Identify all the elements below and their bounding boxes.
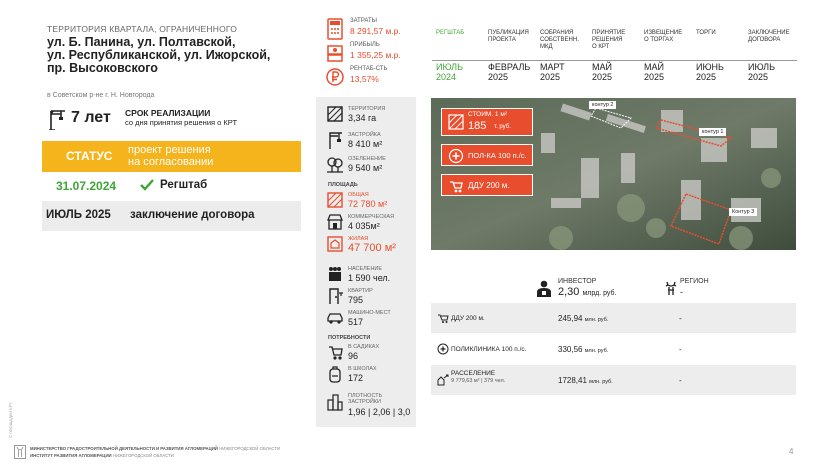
footer-ministry — [30, 446, 280, 451]
timeline-step-label-line: РЕШЕНИЯ — [592, 37, 623, 43]
timeline-step-label-line: ИЗВЕЩЕНИЕ — [644, 30, 683, 36]
timeline — [432, 28, 797, 88]
ruble-coin-icon — [326, 66, 344, 88]
timeline-step-label-line: О ТОРГАХ — [644, 37, 674, 43]
timeline-step-date — [488, 62, 530, 82]
investment-amount-unit: млн. руб. — [584, 317, 609, 323]
metric-label: КОММЕРЧЕСКАЯ — [348, 214, 395, 220]
timeline-step-label: ТОРГИ — [696, 30, 716, 36]
step-row-regshtab — [42, 173, 301, 199]
term-label — [125, 108, 237, 128]
timeline-step-meetings — [536, 28, 588, 88]
timeline-step-regshtab — [432, 28, 484, 88]
timeline-step-label-line: ПРИНЯТИЕ — [592, 30, 626, 36]
investor-label: ИНВЕСТОР — [558, 278, 597, 285]
status-bar — [42, 141, 301, 172]
timeline-step-date — [696, 62, 724, 82]
location-title-line: ул. Б. Панина, ул. Полтавской, — [47, 35, 236, 49]
footer-institute — [30, 453, 174, 458]
investment-name — [451, 370, 505, 384]
investment-region: - — [679, 376, 682, 385]
contour-2-tag[interactable]: контур 2 — [589, 101, 616, 109]
metric-label: ЗАСТРОЙКА — [348, 132, 381, 138]
map-callout-clinic[interactable] — [441, 144, 533, 166]
investment-amount — [558, 376, 613, 385]
finance-profitability — [322, 66, 422, 92]
investment-amount-unit: млн. руб. — [589, 379, 613, 385]
timeline-step-date — [436, 62, 463, 82]
status-label: СТАТУС — [66, 149, 113, 163]
stroller-icon — [437, 312, 449, 324]
timeline-step-label — [592, 30, 642, 51]
investment-name: ДДУ 200 м. — [451, 315, 485, 322]
metric-value: 1,96 | 2,06 | 3,0 — [348, 407, 411, 417]
term-label-text: СРОК РЕАЛИЗАЦИИ — [125, 108, 211, 118]
timeline-step-publication — [484, 28, 536, 88]
metric-value: 3,34 га — [348, 113, 377, 123]
residential-icon — [326, 235, 344, 253]
finance-label: ПРИБЫЛЬ — [350, 42, 380, 48]
timeline-step-notice — [640, 28, 692, 88]
metric-label — [348, 393, 382, 405]
timeline-step-decision — [588, 28, 640, 88]
map-callout-price[interactable] — [441, 108, 533, 136]
timeline-year: 2025 — [748, 72, 769, 82]
metric-value: 9 540 м² — [348, 163, 383, 173]
term-value: 7 лет — [71, 109, 111, 126]
metric-label: ЖИЛАЯ — [348, 236, 369, 242]
timeline-step-label: РЕГШТАБ — [436, 30, 465, 36]
trees-icon — [326, 155, 344, 173]
investment-name-sub: 9 779,63 м² | 379 чел. — [451, 378, 506, 384]
step-row-contract — [42, 201, 301, 231]
people-icon — [326, 265, 344, 283]
area-total-icon — [326, 191, 344, 209]
finance-label: РЕНТАБ-СТЬ — [350, 66, 388, 72]
metric-value: 517 — [348, 317, 364, 327]
timeline-year: 2025 — [592, 72, 613, 82]
investor-value — [558, 286, 616, 298]
stroller-icon — [326, 343, 344, 361]
timeline-month: ИЮЛЬ — [436, 62, 463, 72]
timeline-step-label-line: СОБРАНИЯ — [540, 30, 574, 36]
metric-label-line: ПЛОТНОСТЬ — [348, 393, 383, 399]
clinic-icon — [448, 148, 464, 164]
metrics-panel — [316, 97, 416, 427]
investment-amount-value: 245,94 — [558, 314, 583, 323]
stroller-icon — [448, 178, 464, 194]
metric-value: 72 780 м² — [348, 199, 388, 209]
step-text: Регштаб — [160, 179, 208, 191]
metric-value: 8 410 м² — [348, 139, 383, 149]
investment-amount — [558, 345, 608, 354]
contour-1-tag[interactable]: контур 1 — [699, 128, 726, 136]
investor-amount: 2,30 — [558, 286, 580, 298]
crane-icon — [47, 108, 67, 130]
timeline-month: ИЮНЬ — [696, 62, 724, 72]
timeline-step-label-line: ДОГОВОРА — [748, 37, 781, 43]
status-value-line: проект решения — [128, 144, 211, 156]
metric-label: ОБЩАЯ — [348, 192, 369, 198]
finance-costs — [322, 18, 422, 44]
timeline-step-label — [644, 30, 694, 44]
contour-3-tag[interactable]: Контур 3 — [729, 208, 757, 216]
finance-label: ЗАТРАТЫ — [350, 18, 377, 24]
timeline-step-auction — [692, 28, 744, 88]
timeline-step-label-line: ПУБЛИКАЦИЯ — [488, 30, 529, 36]
status-value-line: на согласовании — [128, 156, 214, 168]
area-heading: ПЛОЩАДЬ — [328, 182, 358, 188]
investment-amount — [558, 314, 608, 323]
timeline-step-label-line: ЗАКЛЮЧЕНИЕ — [748, 30, 790, 36]
callout-price-label: СТОИМ. 1 м² — [468, 111, 507, 118]
checkmark-icon — [140, 178, 154, 192]
investment-amount-unit: млн. руб. — [584, 348, 609, 354]
investment-name: ПОЛИКЛИНИКА 100 п./с. — [451, 346, 527, 353]
timeline-step-date — [748, 62, 775, 82]
timeline-step-date — [644, 62, 664, 82]
investor-icon — [536, 280, 552, 298]
metric-value: 1 590 чел. — [348, 273, 391, 283]
timeline-step-label — [748, 30, 798, 44]
timeline-step-label-line: СОБСТВЕНН. — [540, 37, 579, 43]
map-callout-kindergarten[interactable] — [441, 174, 533, 196]
table-row — [431, 334, 796, 364]
area-price-icon — [448, 114, 464, 130]
term-row — [47, 106, 307, 134]
investor-unit: млрд. руб. — [582, 290, 617, 297]
finance-value: 1 355,25 м.р. — [350, 50, 401, 60]
location-title-line: пр. Высоковского — [47, 61, 158, 75]
territory-icon — [326, 105, 344, 123]
page-number: 4 — [789, 447, 794, 456]
door-key-icon — [326, 287, 344, 305]
finance-value: 13,57% — [350, 74, 379, 84]
timeline-step-label — [488, 30, 538, 44]
footer-institute-rest: НИЖЕГОРОДСКОЙ ОБЛАСТИ — [112, 453, 174, 458]
footer-ministry-bold: МИНИСТЕРСТВО ГРАДОСТРОИТЕЛЬНОЙ ДЕЯТЕЛЬНОСТИ И РАЗВИТИЯ АГЛОМЕРАЦИЙ — [30, 446, 218, 451]
metric-value: 795 — [348, 295, 364, 305]
metric-label: ОЗЕЛЕНЕНИЕ — [348, 156, 386, 162]
timeline-year: 2025 — [488, 72, 509, 82]
location-title — [47, 36, 297, 75]
timeline-month: МАРТ — [540, 62, 565, 72]
term-sublabel: со дня принятия решения о КРТ — [125, 118, 238, 127]
metric-value: 96 — [348, 351, 359, 361]
metric-label: ТЕРРИТОРИЯ — [348, 106, 386, 112]
metric-value: 4 035м² — [348, 221, 380, 231]
timeline-step-label — [540, 30, 590, 51]
location-district: в Советском р-не г. Н. Новгорода — [47, 92, 155, 99]
investment-amount-value: 330,56 — [558, 345, 583, 354]
finance-value: 8 291,57 м.р. — [350, 26, 401, 36]
side-note-text: © ПЛОЩАДКИ КРТ — [8, 402, 13, 438]
investment-region: - — [679, 314, 682, 323]
timeline-step-label-line: МКД — [540, 44, 553, 50]
metric-label: МАШИНО-МЕСТ — [348, 310, 391, 316]
timeline-month: ИЮЛЬ — [748, 62, 775, 72]
callout-kindergarten-label: ДДУ 200 м. — [468, 181, 510, 190]
table-row — [431, 365, 796, 395]
timeline-step-label-line: ПРОЕКТА — [488, 37, 516, 43]
timeline-year: 2025 — [696, 72, 717, 82]
footer-institute-bold: ИНСТИТУТ РАЗВИТИЯ АГЛОМЕРАЦИИ — [30, 453, 112, 458]
metric-label: НАСЕЛЕНИЕ — [348, 266, 383, 272]
timeline-step-label-line: О КРТ — [592, 44, 610, 50]
location-caption: ТЕРРИТОРИЯ КВАРТАЛА, ОГРАНИЧЕННОГО — [47, 24, 238, 34]
commercial-icon — [326, 213, 344, 231]
backpack-icon — [326, 365, 344, 383]
metric-label: В САДИКАХ — [348, 344, 380, 350]
region-value: - — [680, 287, 683, 297]
status-value — [128, 144, 213, 168]
buildings-icon — [326, 393, 344, 411]
step-text: заключение договора — [130, 209, 255, 221]
clinic-icon — [437, 343, 449, 355]
money-stack-icon — [326, 42, 344, 64]
crane-icon — [326, 131, 344, 149]
table-row — [431, 303, 796, 333]
investment-region: - — [679, 345, 682, 354]
timeline-month: МАЙ — [644, 62, 664, 72]
callout-price-unit: т. руб. — [494, 124, 511, 130]
metric-label: КВАРТИР — [348, 288, 373, 294]
footer-ministry-rest: НИЖЕГОРОДСКОЙ ОБЛАСТИ — [219, 446, 281, 451]
region-label: РЕГИОН — [680, 278, 709, 285]
car-icon — [326, 309, 344, 327]
location-title-line: ул. Республиканской, ул. Ижорской, — [47, 48, 271, 62]
timeline-year: 2025 — [644, 72, 665, 82]
timeline-step-date — [540, 62, 565, 82]
timeline-year: 2024 — [436, 72, 457, 82]
needs-heading: ПОТРЕБНОСТИ — [328, 335, 371, 341]
deer-emblem-icon — [664, 281, 678, 297]
callout-clinic-label: ПОЛ-КА 100 п./с. — [468, 151, 527, 160]
step-date: 31.07.2024 — [56, 179, 117, 193]
calculator-icon — [326, 18, 344, 40]
timeline-step-date — [592, 62, 612, 82]
callout-price-value: 185 — [468, 120, 487, 132]
investment-amount-value: 1728,41 — [558, 376, 587, 385]
deer-emblem-icon — [14, 445, 26, 459]
metric-value: 172 — [348, 373, 364, 383]
metric-label: В ШКОЛАХ — [348, 366, 377, 372]
step-date: ИЮЛЬ 2025 — [46, 209, 111, 221]
timeline-year: 2025 — [540, 72, 561, 82]
metric-label-line: ЗАСТРОЙКИ — [348, 399, 381, 405]
timeline-month: МАЙ — [592, 62, 612, 72]
investment-name-text: РАССЕЛЕНИЕ — [451, 370, 496, 377]
metric-value: 47 700 м² — [348, 242, 396, 254]
relocation-icon — [437, 374, 449, 386]
timeline-month: ФЕВРАЛЬ — [488, 62, 531, 72]
site-map[interactable] — [431, 98, 796, 250]
side-note — [6, 380, 14, 440]
finance-profit — [322, 42, 422, 68]
timeline-step-contract — [744, 28, 797, 88]
